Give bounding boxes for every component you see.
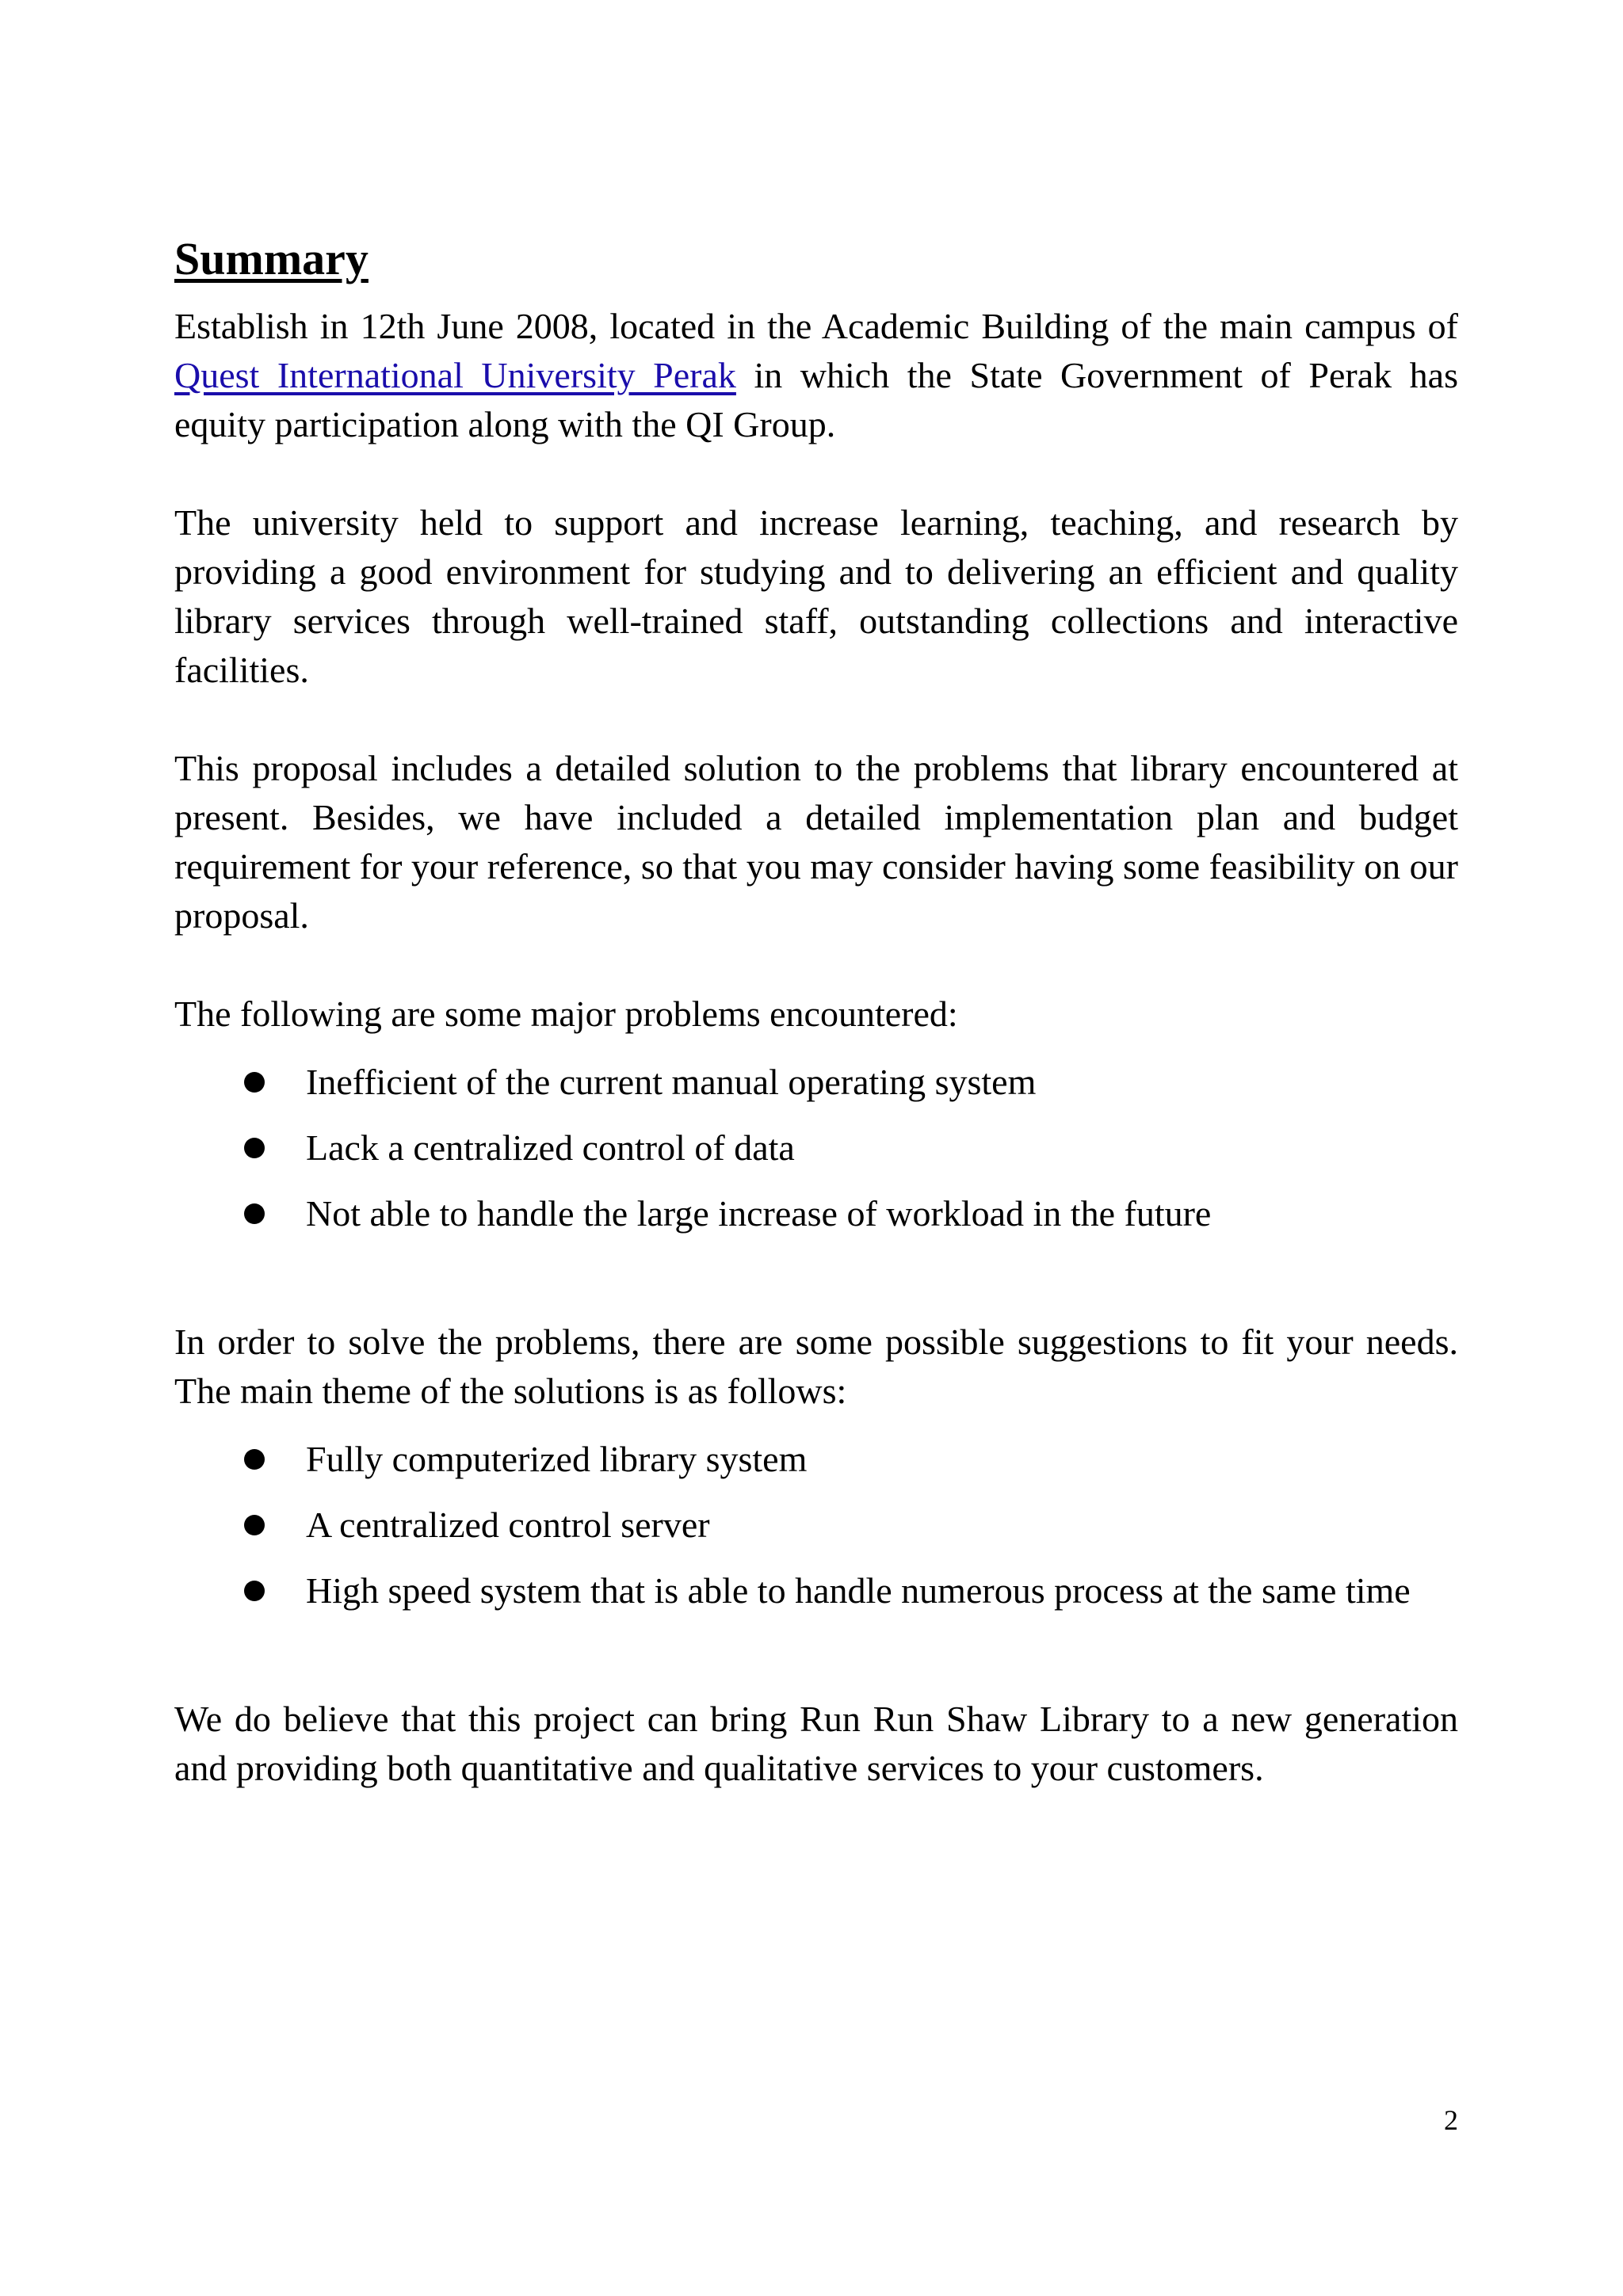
bullet-dot-icon (244, 1581, 265, 1601)
bullet-dot-icon (244, 1203, 265, 1224)
solutions-list (174, 1435, 1458, 1615)
problem-text: Inefficient of the current manual operating system (306, 1061, 1037, 1102)
list-item (174, 1058, 1458, 1107)
intro-paragraph (174, 302, 1458, 449)
list-item (174, 1189, 1458, 1238)
mission-paragraph: The university held to support and increase learning, teaching, and research by providing a good environment for studying and to delivering an efficient and quality library services through well-trained staff, outstanding collections and interactive facilities. (174, 502, 1458, 690)
problem-text: Not able to handle the large increase of workload in the future (306, 1192, 1212, 1234)
bullet-dot-icon (244, 1449, 265, 1470)
solution-text: Fully computerized library system (306, 1438, 808, 1479)
document-body (174, 234, 1458, 1793)
list-item (174, 1501, 1458, 1550)
intro-text-before-link: Establish in 12th June 2008, located in the Academic Building of the main campus of (174, 305, 1458, 346)
solution-text: A centralized control server (306, 1504, 710, 1545)
problems-list (174, 1058, 1458, 1238)
page-title: Summary (174, 233, 369, 284)
university-link[interactable]: Quest International University Perak (174, 354, 736, 395)
solutions-intro: In order to solve the problems, there are some possible suggestions to fit your needs. The main theme of the solutions is as follows: (174, 1321, 1458, 1411)
problem-text: Lack a centralized control of data (306, 1127, 795, 1168)
problems-intro: The following are some major problems encountered: (174, 993, 958, 1034)
closing-paragraph: We do believe that this project can bring Run Run Shaw Library to a new generation and providing both quantitative and qualitative services to your customers. (174, 1698, 1458, 1788)
bullet-dot-icon (244, 1072, 265, 1093)
solution-text: High speed system that is able to handle numerous process at the same time (306, 1569, 1411, 1611)
proposal-paragraph: This proposal includes a detailed solution to the problems that library encountered at present. Besides, we have included a detailed implementation plan and budget requirement for your reference, so that you may consider having some feasibility on our proposal. (174, 747, 1458, 936)
list-item (174, 1566, 1458, 1615)
bullet-dot-icon (244, 1515, 265, 1535)
list-item (174, 1435, 1458, 1484)
list-item (174, 1123, 1458, 1173)
intro-text-after-link: in which the State Government of Perak has equity participation along with the QI Group. (174, 354, 1458, 444)
bullet-dot-icon (244, 1138, 265, 1158)
page-number: 2 (1444, 2104, 1458, 2136)
